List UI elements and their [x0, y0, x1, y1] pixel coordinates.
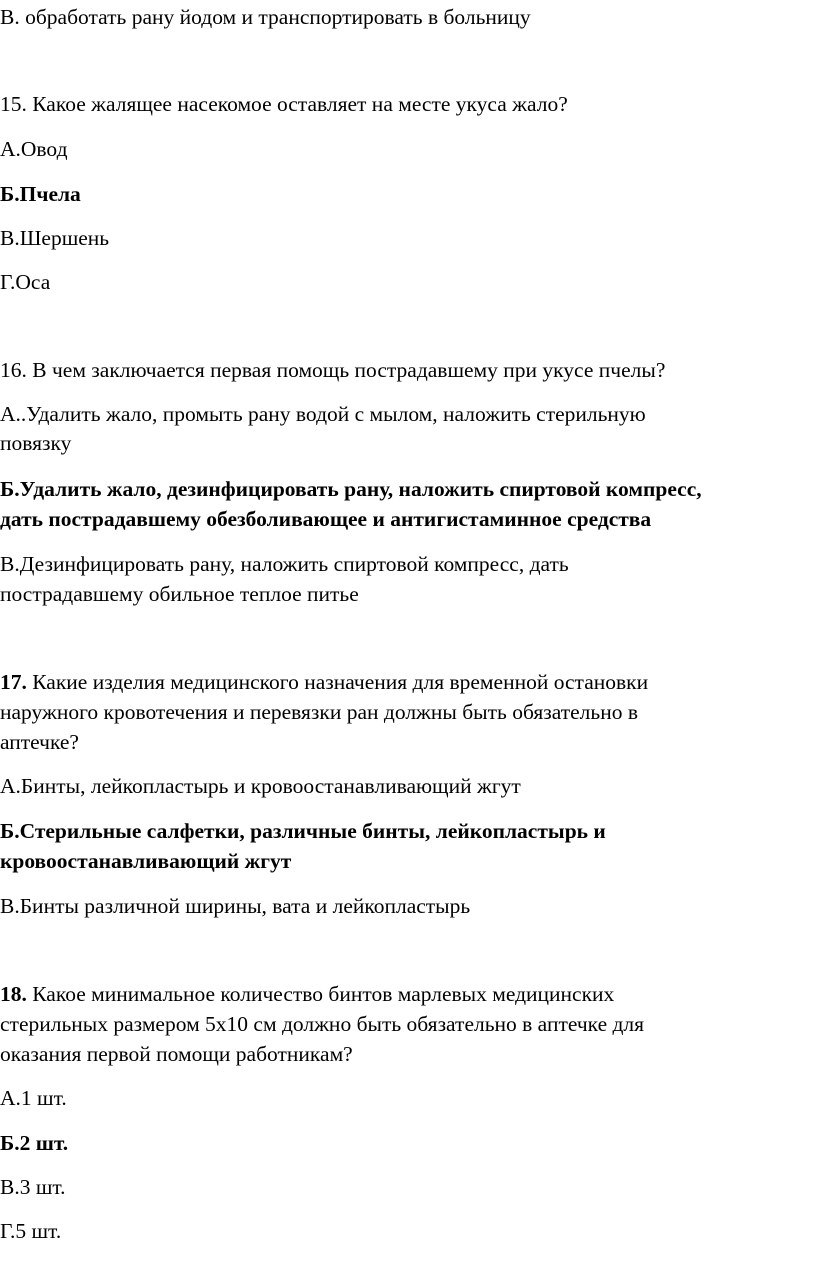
q18-question-line1: [0, 979, 614, 1009]
q17-number: 17.: [0, 670, 27, 694]
q15-option-b: Б.Пчела: [0, 182, 81, 206]
q16-option-b-line1: Б.Удалить жало, дезинфицировать рану, наложить спиртовой компресс,: [0, 477, 702, 501]
q17-option-v: В.Бинты различной ширины, вата и лейкопластырь: [0, 894, 471, 918]
q17-question-line3: аптечке?: [0, 730, 79, 754]
q16-question: 16. В чем заключается первая помощь пострадавшему при укусе пчелы?: [0, 358, 666, 382]
q18-question-text: Какое минимальное количество бинтов марлевых медицинских: [26, 982, 615, 1006]
q18-option-g: Г.5 шт.: [0, 1219, 62, 1243]
q18-question-line3: оказания первой помощи работникам?: [0, 1042, 353, 1066]
q15-option-g: Г.Оса: [0, 270, 51, 294]
q17-question-text: Какие изделия медицинского назначения для временной остановки: [26, 670, 649, 694]
q16-option-a-line2: повязку: [0, 431, 72, 455]
q15-question: 15. Какое жалящее насекомое оставляет на месте укуса жало?: [0, 92, 568, 116]
q17-option-b-line2: кровоостанавливающий жгут: [0, 849, 292, 873]
q16-option-a-line1: А..Удалить жало, промыть рану водой с мылом, наложить стерильную: [0, 402, 646, 426]
q17-question-line2: наружного кровотечения и перевязки ран должны быть обязательно в: [0, 700, 638, 724]
q17-option-b-line1: Б.Стерильные салфетки, различные бинты, лейкопластырь и: [0, 819, 606, 843]
q16-option-v-line2: пострадавшему обильное теплое питье: [0, 582, 359, 606]
q14-option-v: В. обработать рану йодом и транспортировать в больницу: [0, 5, 531, 29]
q16-option-v-line1: В.Дезинфицировать рану, наложить спиртовой компресс, дать: [0, 552, 569, 576]
q17-question-line1: [0, 667, 648, 697]
q18-option-a: А.1 шт.: [0, 1086, 67, 1110]
q17-option-a: А.Бинты, лейкопластырь и кровоостанавливающий жгут: [0, 774, 521, 798]
q15-option-v: В.Шершень: [0, 226, 110, 250]
q18-option-b: Б.2 шт.: [0, 1131, 69, 1155]
q15-option-a: А.Овод: [0, 137, 68, 161]
q18-option-v: В.3 шт.: [0, 1175, 66, 1199]
q16-option-b-line2: дать пострадавшему обезболивающее и антигистаминное средства: [0, 507, 652, 531]
q18-number: 18.: [0, 982, 27, 1006]
q18-question-line2: стерильных размером 5х10 см должно быть обязательно в аптечке для: [0, 1012, 645, 1036]
